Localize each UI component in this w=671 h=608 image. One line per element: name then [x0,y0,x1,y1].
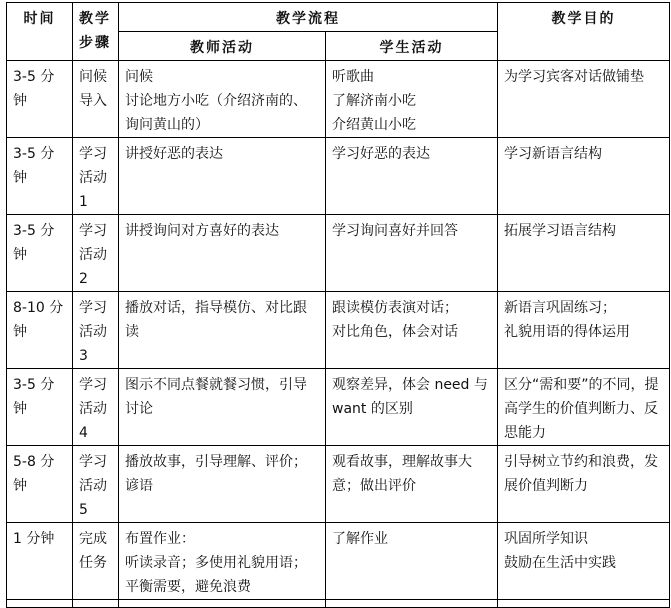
goal-cell-line: 礼貌用语的得体运用 [504,324,630,340]
teacher-cell [119,292,326,369]
goal-cell [498,446,670,523]
goal-cell-line: 为学习宾客对话做铺垫 [504,69,644,85]
student-cell-line: 观察差异，体会 need 与 want 的区别 [332,377,488,417]
empty-cell [119,600,326,608]
table-row [7,138,670,215]
teacher-cell-line: 播放故事，引导理解、评价；谚语 [125,454,307,494]
empty-cell [7,600,73,608]
time-cell: 8-10 分钟 [7,292,73,369]
teacher-cell-line: 布置作业： [125,531,195,547]
teacher-cell [119,446,326,523]
student-cell [326,61,498,138]
empty-cell [73,600,119,608]
header-goal: 教学目的 [498,3,670,61]
goal-cell-line: 拓展学习语言结构 [504,223,616,239]
goal-cell-line: 巩固所学知识 [504,531,588,547]
student-cell-line: 跟读模仿表演对话； [332,300,458,316]
goal-cell [498,61,670,138]
student-cell-line: 了解济南小吃 [332,93,416,109]
goal-cell [498,369,670,446]
teacher-cell-line: 问候 [125,69,153,85]
time-cell: 3-5 分钟 [7,215,73,292]
teacher-cell [119,369,326,446]
goal-cell [498,138,670,215]
empty-cell [326,600,498,608]
step-cell: 学习活动4 [73,369,119,446]
teacher-cell-line: 讨论地方小吃（介绍济南的、询问黄山的） [125,93,307,133]
time-cell: 5-8 分钟 [7,446,73,523]
teacher-cell [119,138,326,215]
student-cell [326,369,498,446]
goal-cell [498,215,670,292]
header-student-activity: 学生活动 [326,32,498,61]
teacher-cell-line: 讲授询问对方喜好的表达 [125,223,279,239]
student-cell [326,138,498,215]
student-cell-line: 介绍黄山小吃 [332,117,416,133]
teacher-cell-line: 听读录音；多使用礼貌用语；平衡需要，避免浪费 [125,555,307,595]
teacher-cell-line: 播放对话，指导模仿、对比跟读 [125,300,307,340]
step-cell: 问候导入 [73,61,119,138]
step-cell: 学习活动3 [73,292,119,369]
header-step: 教学步骤 [73,3,119,61]
student-cell-line: 学习询问喜好并回答 [332,223,458,239]
goal-cell-line: 引导树立节约和浪费，发展价值判断力 [504,454,658,494]
table-row [7,292,670,369]
header-teacher-activity: 教师活动 [119,32,326,61]
goal-cell [498,292,670,369]
step-cell: 学习活动5 [73,446,119,523]
goal-cell-line: 鼓励在生活中实践 [504,555,616,571]
goal-cell-line: 新语言巩固练习； [504,300,616,316]
goal-cell-line: 学习新语言结构 [504,146,602,162]
goal-cell-line: 区分“需和要”的不同，提高学生的价值判断力、反思能力 [504,377,659,441]
student-cell-line: 了解作业 [332,531,388,547]
time-cell: 3-5 分钟 [7,369,73,446]
student-cell-line: 学习好恶的表达 [332,146,430,162]
lesson-plan-table [6,2,670,608]
teacher-cell [119,61,326,138]
time-cell: 3-5 分钟 [7,138,73,215]
student-cell [326,292,498,369]
time-cell: 3-5 分钟 [7,61,73,138]
student-cell [326,215,498,292]
teacher-cell [119,215,326,292]
table-body [7,61,670,608]
student-cell-line: 观看故事，理解故事大意；做出评价 [332,454,472,494]
student-cell-line: 听歌曲 [332,69,374,85]
header-process: 教学流程 [119,3,498,32]
table-row [7,369,670,446]
step-cell: 学习活动2 [73,215,119,292]
table-header [7,3,670,61]
time-cell: 1 分钟 [7,523,73,600]
table-row-cutoff [7,600,670,608]
table-row [7,61,670,138]
header-time: 时间 [7,3,73,61]
table-row [7,215,670,292]
student-cell [326,446,498,523]
step-cell: 学习活动1 [73,138,119,215]
step-cell: 完成任务 [73,523,119,600]
student-cell-line: 对比角色，体会对话 [332,324,458,340]
teacher-cell-line: 图示不同点餐就餐习惯，引导讨论 [125,377,307,417]
empty-cell [498,600,670,608]
teacher-cell-line: 讲授好恶的表达 [125,146,223,162]
table-row [7,446,670,523]
